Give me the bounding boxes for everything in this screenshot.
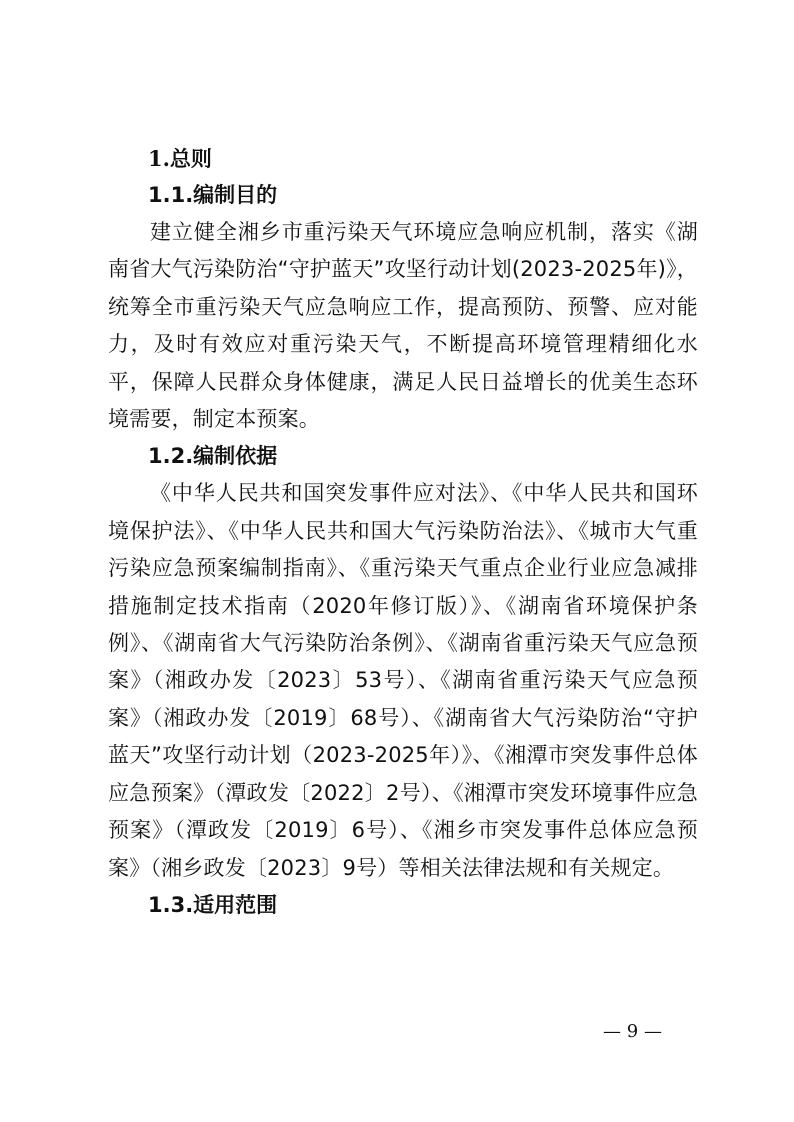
section-heading-scope: 1.3.适用范围 xyxy=(148,892,278,917)
section-heading-general: 1.总则 xyxy=(148,146,212,171)
section-heading-basis: 1.2.编制依据 xyxy=(148,444,278,469)
section-heading-purpose: 1.1.编制目的 xyxy=(148,183,278,207)
document-content xyxy=(108,140,698,924)
basis-paragraph: 《中华人民共和国突发事件应对法》、《中华人民共和国环境保护法》、《中华人民共和国大气污染防治法》、《城市大气重污染应急预案编制指南》、《重污染天气重点企业行业应急减排措施制定技术指南（2020年修订版）》、《湖南省环境保护条例》、《湖南省大气污染防治条例》、《湖南省重污染天气应急预案》（湘政办发〔2023〕53号）、《湖南省重污染天气应急预案》（湘政办发〔2019〕68号）、《湖南省大气污染防治“守护蓝天”攻坚行动计划（2023-2025年）》、《湘潭市突发事件总体应急预案》（潭政发〔2022〕2号）、《湘潭市突发环境事件应急预案》（潭政发〔2019〕6号）、《湘乡市突发事件总体应急预案》（湘乡政发〔2023〕9号）等相关法律法规和有关规定。 xyxy=(108,481,698,880)
purpose-paragraph: 建立健全湘乡市重污染天气环境应急响应机制，落实《湖南省大气污染防治“守护蓝天”攻坚行动计划(2023-2025年)》，统筹全市重污染天气应急响应工作，提高预防、预警、应对能力，及时有效应对重污染天气，不断提高环境管理精细化水平，保障人民群众身体健康，满足人民日益增长的优美生态环境需要，制定本预案。 xyxy=(108,220,698,432)
page-number: — 9 — xyxy=(603,1021,662,1042)
